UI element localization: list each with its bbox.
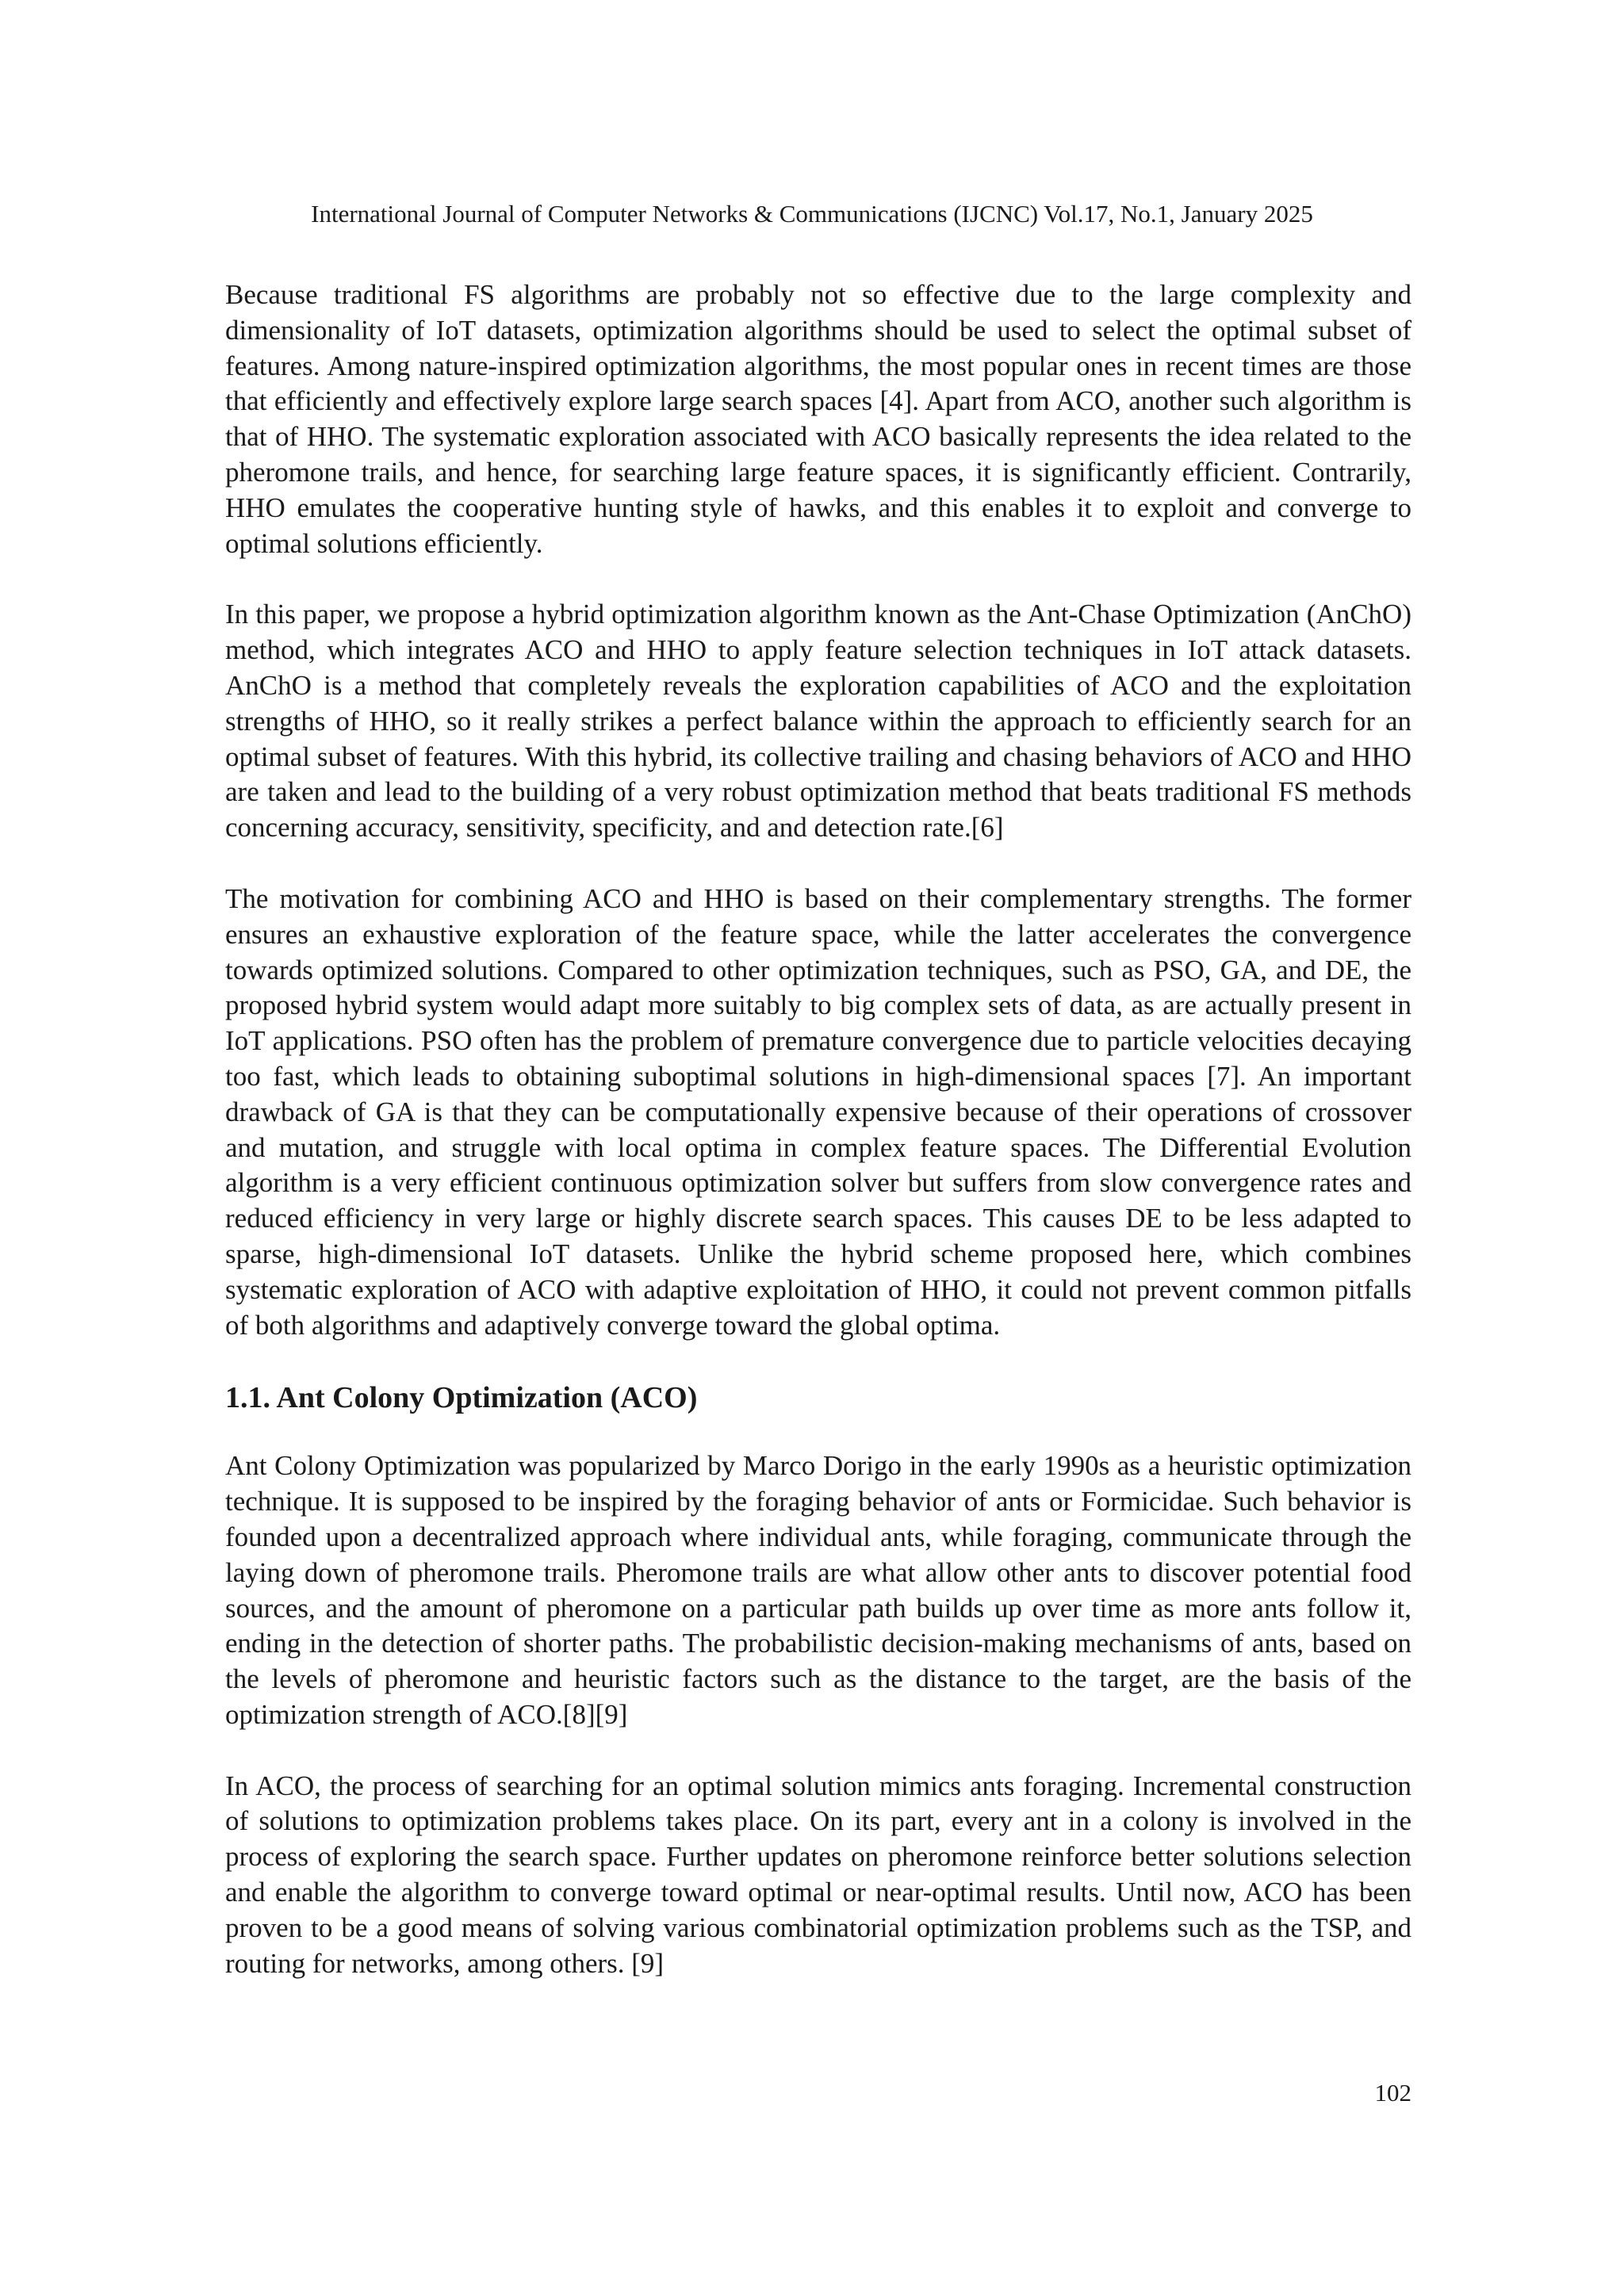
body-paragraph: In this paper, we propose a hybrid optimization algorithm known as the Ant-Chase Optimization (AnChO) method, which integrates ACO and HHO to apply feature selection techniques in IoT attack datasets. AnChO is a method that completely reveals the exploration capabilities of ACO and the exploitation strengths of HHO, so it really strikes a perfect balance within the approach to efficiently search for an optimal subset of features. With this hybrid, its collective trailing and chasing behaviors of ACO and HHO are taken and lead to the building of a very robust optimization method that beats traditional FS methods concerning accuracy, sensitivity, specificity, and and detection rate.[6] xyxy=(225,599,1411,844)
body-paragraph: Because traditional FS algorithms are probably not so effective due to the large complexity and dimensionality of IoT datasets, optimization algorithms should be used to select the optimal subset of features. Among nature-inspired optimization algorithms, the most popular ones in recent times are those that efficiently and effectively explore large search spaces [4]. Apart from ACO, another such algorithm is that of HHO. The systematic exploration associated with ACO basically represents the idea related to the pheromone trails, and hence, for searching large feature spaces, it is significantly efficient. Contrarily, HHO emulates the cooperative hunting style of hawks, and this enables it to exploit and converge to optimal solutions efficiently. xyxy=(225,279,1411,559)
section-heading: 1.1. Ant Colony Optimization (ACO) xyxy=(225,1381,698,1415)
page-content xyxy=(225,277,1411,2017)
section-paragraph: Ant Colony Optimization was popularized by Marco Dorigo in the early 1990s as a heuristic optimization technique. It is supposed to be inspired by the foraging behavior of ants or Formicidae. Such behavior is founded upon a decentralized approach where individual ants, while foraging, communicate through the laying down of pheromone trails. Pheromone trails are what allow other ants to discover potential food sources, and the amount of pheromone on a particular path builds up over time as more ants follow it, ending in the detection of shorter paths. The probabilistic decision-making mechanisms of ants, based on the levels of pheromone and heuristic factors such as the distance to the target, are the basis of the optimization strength of ACO.[8][9] xyxy=(225,1450,1411,1730)
section-paragraph: In ACO, the process of searching for an optimal solution mimics ants foraging. Incremental construction of solutions to optimization problems takes place. On its part, every ant in a colony is involved in the process of exploring the search space. Further updates on pheromone reinforce better solutions selection and enable the algorithm to converge toward optimal or near-optimal results. Until now, ACO has been proven to be a good means of solving various combinatorial optimization problems such as the TSP, and routing for networks, among others. [9] xyxy=(225,1770,1411,1979)
body-paragraph: The motivation for combining ACO and HHO is based on their complementary strengths. The former ensures an exhaustive exploration of the feature space, while the latter accelerates the convergence towards optimized solutions. Compared to other optimization techniques, such as PSO, GA, and DE, the proposed hybrid system would adapt more suitably to big complex sets of data, as are actually present in IoT applications. PSO often has the problem of premature convergence due to particle velocities decaying too fast, which leads to obtaining suboptimal solutions in high-dimensional spaces [7]. An important drawback of GA is that they can be computationally expensive because of their operations of crossover and mutation, and struggle with local optima in complex feature spaces. The Differential Evolution algorithm is a very efficient continuous optimization solver but suffers from slow convergence rates and reduced efficiency in very large or highly discrete search spaces. This causes DE to be less adapted to sparse, high-dimensional IoT datasets. Unlike the hybrid scheme proposed here, which combines systematic exploration of ACO with adaptive exploitation of HHO, it could not prevent common pitfalls of both algorithms and adaptively converge toward the global optima. xyxy=(225,882,1411,1341)
running-header: International Journal of Computer Networks & Communications (IJCNC) Vol.17, No.1, January 2025 xyxy=(311,200,1313,228)
page-number: 102 xyxy=(1374,2079,1411,2107)
